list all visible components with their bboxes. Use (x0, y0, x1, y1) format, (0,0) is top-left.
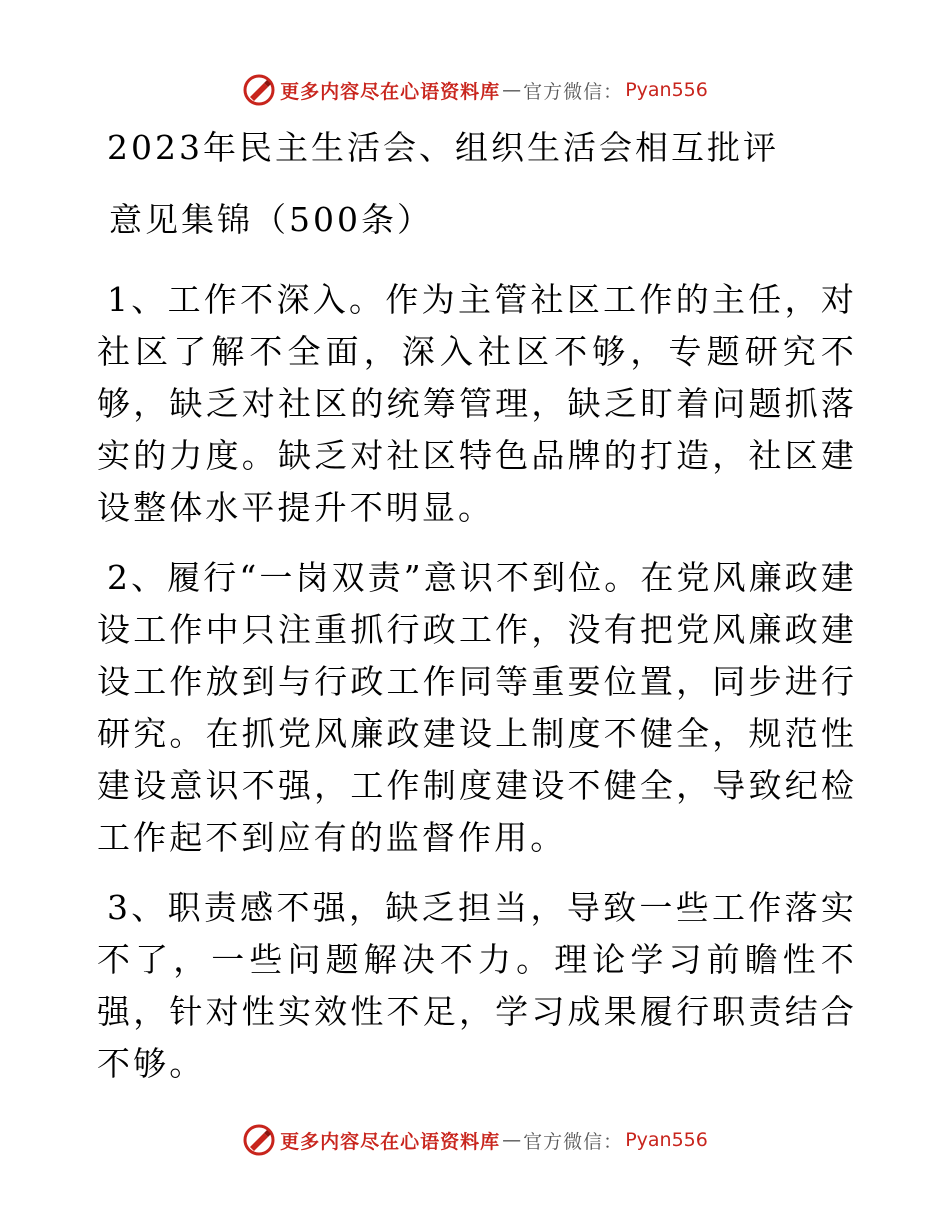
watermark-brand: 更多内容尽在心语资料库 (280, 80, 501, 103)
document-subtitle: 意见集锦（500条） (109, 200, 433, 239)
watermark-separator: — (502, 1129, 522, 1151)
document-body (97, 118, 857, 1090)
pen-swirl-logo-icon (242, 73, 276, 107)
paragraph-2: 2、履行“一岗双责”意识不到位。在党风廉政建设工作中只注重抓行政工作，没有把党风廉政建设工作放到与行政工作同等重要位置，同步进行研究。在抓党风廉政建设上制度不健全，规范性建设意识不强，工作制度建设不健全，导致纪检工作起不到应有的监督作用。 (97, 558, 857, 857)
pen-swirl-logo-icon (242, 1123, 276, 1157)
paragraph-3: 3、职责感不强，缺乏担当，导致一些工作落实不了，一些问题解决不力。理论学习前瞻性不强，针对性实效性不足，学习成果履行职责结合不够。 (97, 888, 857, 1083)
watermark-wechat-label: 官方微信： (523, 1130, 624, 1153)
watermark-wechat-label: 官方微信： (523, 80, 624, 103)
document-title: 2023年民主生活会、组织生活会相互批评 (107, 128, 779, 167)
header-watermark (0, 70, 950, 110)
watermark-wechat-id: Pyan556 (625, 79, 708, 101)
watermark-wechat-id: Pyan556 (625, 1129, 708, 1151)
watermark-separator: — (502, 79, 522, 101)
paragraph-1: 1、工作不深入。作为主管社区工作的主任，对社区了解不全面，深入社区不够，专题研究不够，缺乏对社区的统筹管理，缺乏盯着问题抓落实的力度。缺乏对社区特色品牌的打造，社区建设整体水平提升不明显。 (97, 280, 857, 527)
footer-watermark (0, 1120, 950, 1160)
watermark-brand: 更多内容尽在心语资料库 (280, 1130, 501, 1153)
